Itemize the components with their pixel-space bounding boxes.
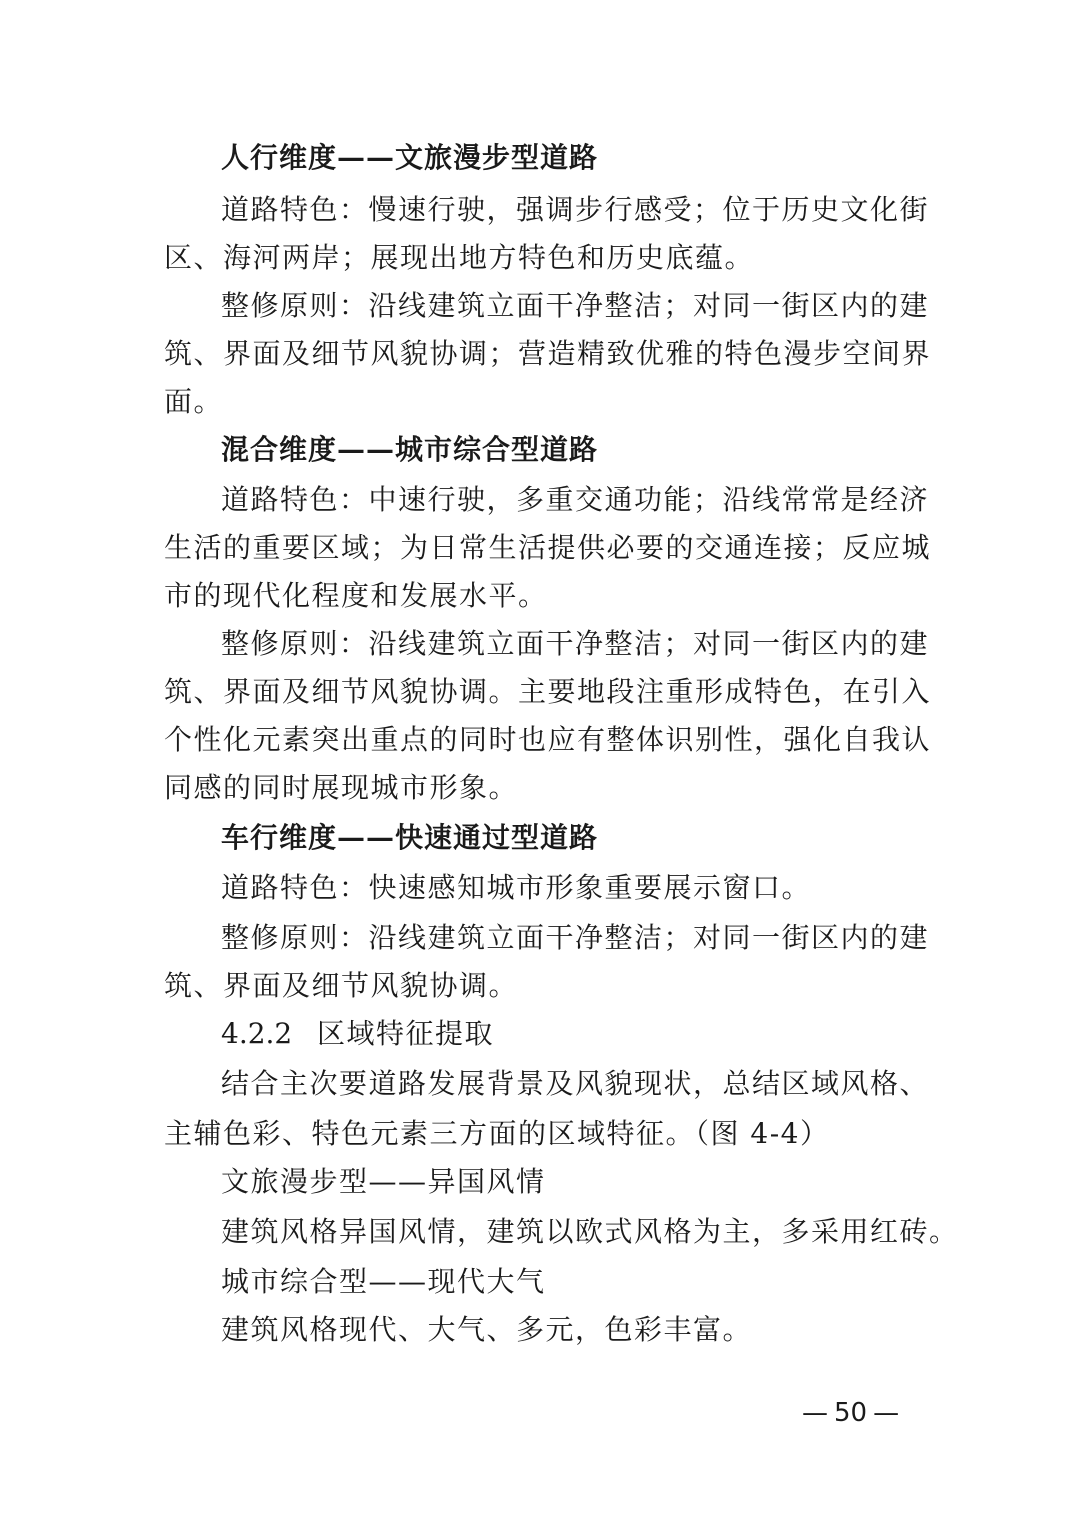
paragraph-line: 建筑风格现代、大气、多元，色彩丰富。	[221, 1313, 753, 1346]
paragraph-line: 面。	[164, 385, 224, 418]
page-number: 50	[834, 1398, 868, 1428]
paragraph-line: 整修原则：沿线建筑立面干净整洁；对同一街区内的建	[221, 627, 930, 660]
paragraph-line: 整修原则：沿线建筑立面干净整洁；对同一街区内的建	[221, 289, 930, 322]
page-number-footer	[796, 1396, 905, 1430]
paragraph-line: 筑、界面及细节风貌协调。主要地段注重形成特色，在引入	[164, 675, 932, 708]
paragraph-line: 筑、界面及细节风貌协调；营造精致优雅的特色漫步空间界	[164, 337, 932, 370]
paragraph-line: 道路特色：中速行驶，多重交通功能；沿线常常是经济	[221, 483, 930, 516]
paragraph-line: 整修原则：沿线建筑立面干净整洁；对同一街区内的建	[221, 921, 930, 954]
paragraph-line: 同感的同时展现城市形象。	[164, 771, 519, 804]
footer-dash-right: —	[873, 1398, 900, 1428]
heading-mixed-dimension: 混合维度——城市综合型道路	[221, 433, 599, 466]
section-title: 区域特征提取	[317, 1017, 495, 1050]
paragraph-line: 市的现代化程度和发展水平。	[164, 579, 548, 612]
section-number: 4.2.2	[221, 1017, 293, 1050]
paragraph-line: 道路特色：慢速行驶，强调步行感受；位于历史文化街	[221, 193, 930, 226]
paragraph-line: 道路特色：快速感知城市形象重要展示窗口。	[221, 871, 812, 904]
footer-dash-left: —	[802, 1398, 828, 1428]
heading-vehicle-dimension: 车行维度——快速通过型道路	[221, 821, 599, 854]
paragraph-line: 建筑风格异国风情，建筑以欧式风格为主，多采用红砖。	[221, 1215, 959, 1248]
subheading-line: 城市综合型——现代大气	[221, 1265, 546, 1298]
heading-pedestrian-dimension: 人行维度——文旅漫步型道路	[221, 141, 599, 174]
paragraph-line: 主辅色彩、特色元素三方面的区域特征。（图 4-4）	[164, 1117, 830, 1150]
subheading-line: 文旅漫步型——异国风情	[221, 1165, 546, 1198]
paragraph-line: 区、海河两岸；展现出地方特色和历史底蕴。	[164, 241, 755, 274]
paragraph-line: 生活的重要区域；为日常生活提供必要的交通连接；反应城	[164, 531, 932, 564]
paragraph-line: 个性化元素突出重点的同时也应有整体识别性，强化自我认	[164, 723, 932, 756]
paragraph-line: 结合主次要道路发展背景及风貌现状，总结区域风格、	[221, 1067, 930, 1100]
section-heading	[221, 1017, 494, 1051]
paragraph-line: 筑、界面及细节风貌协调。	[164, 969, 519, 1002]
